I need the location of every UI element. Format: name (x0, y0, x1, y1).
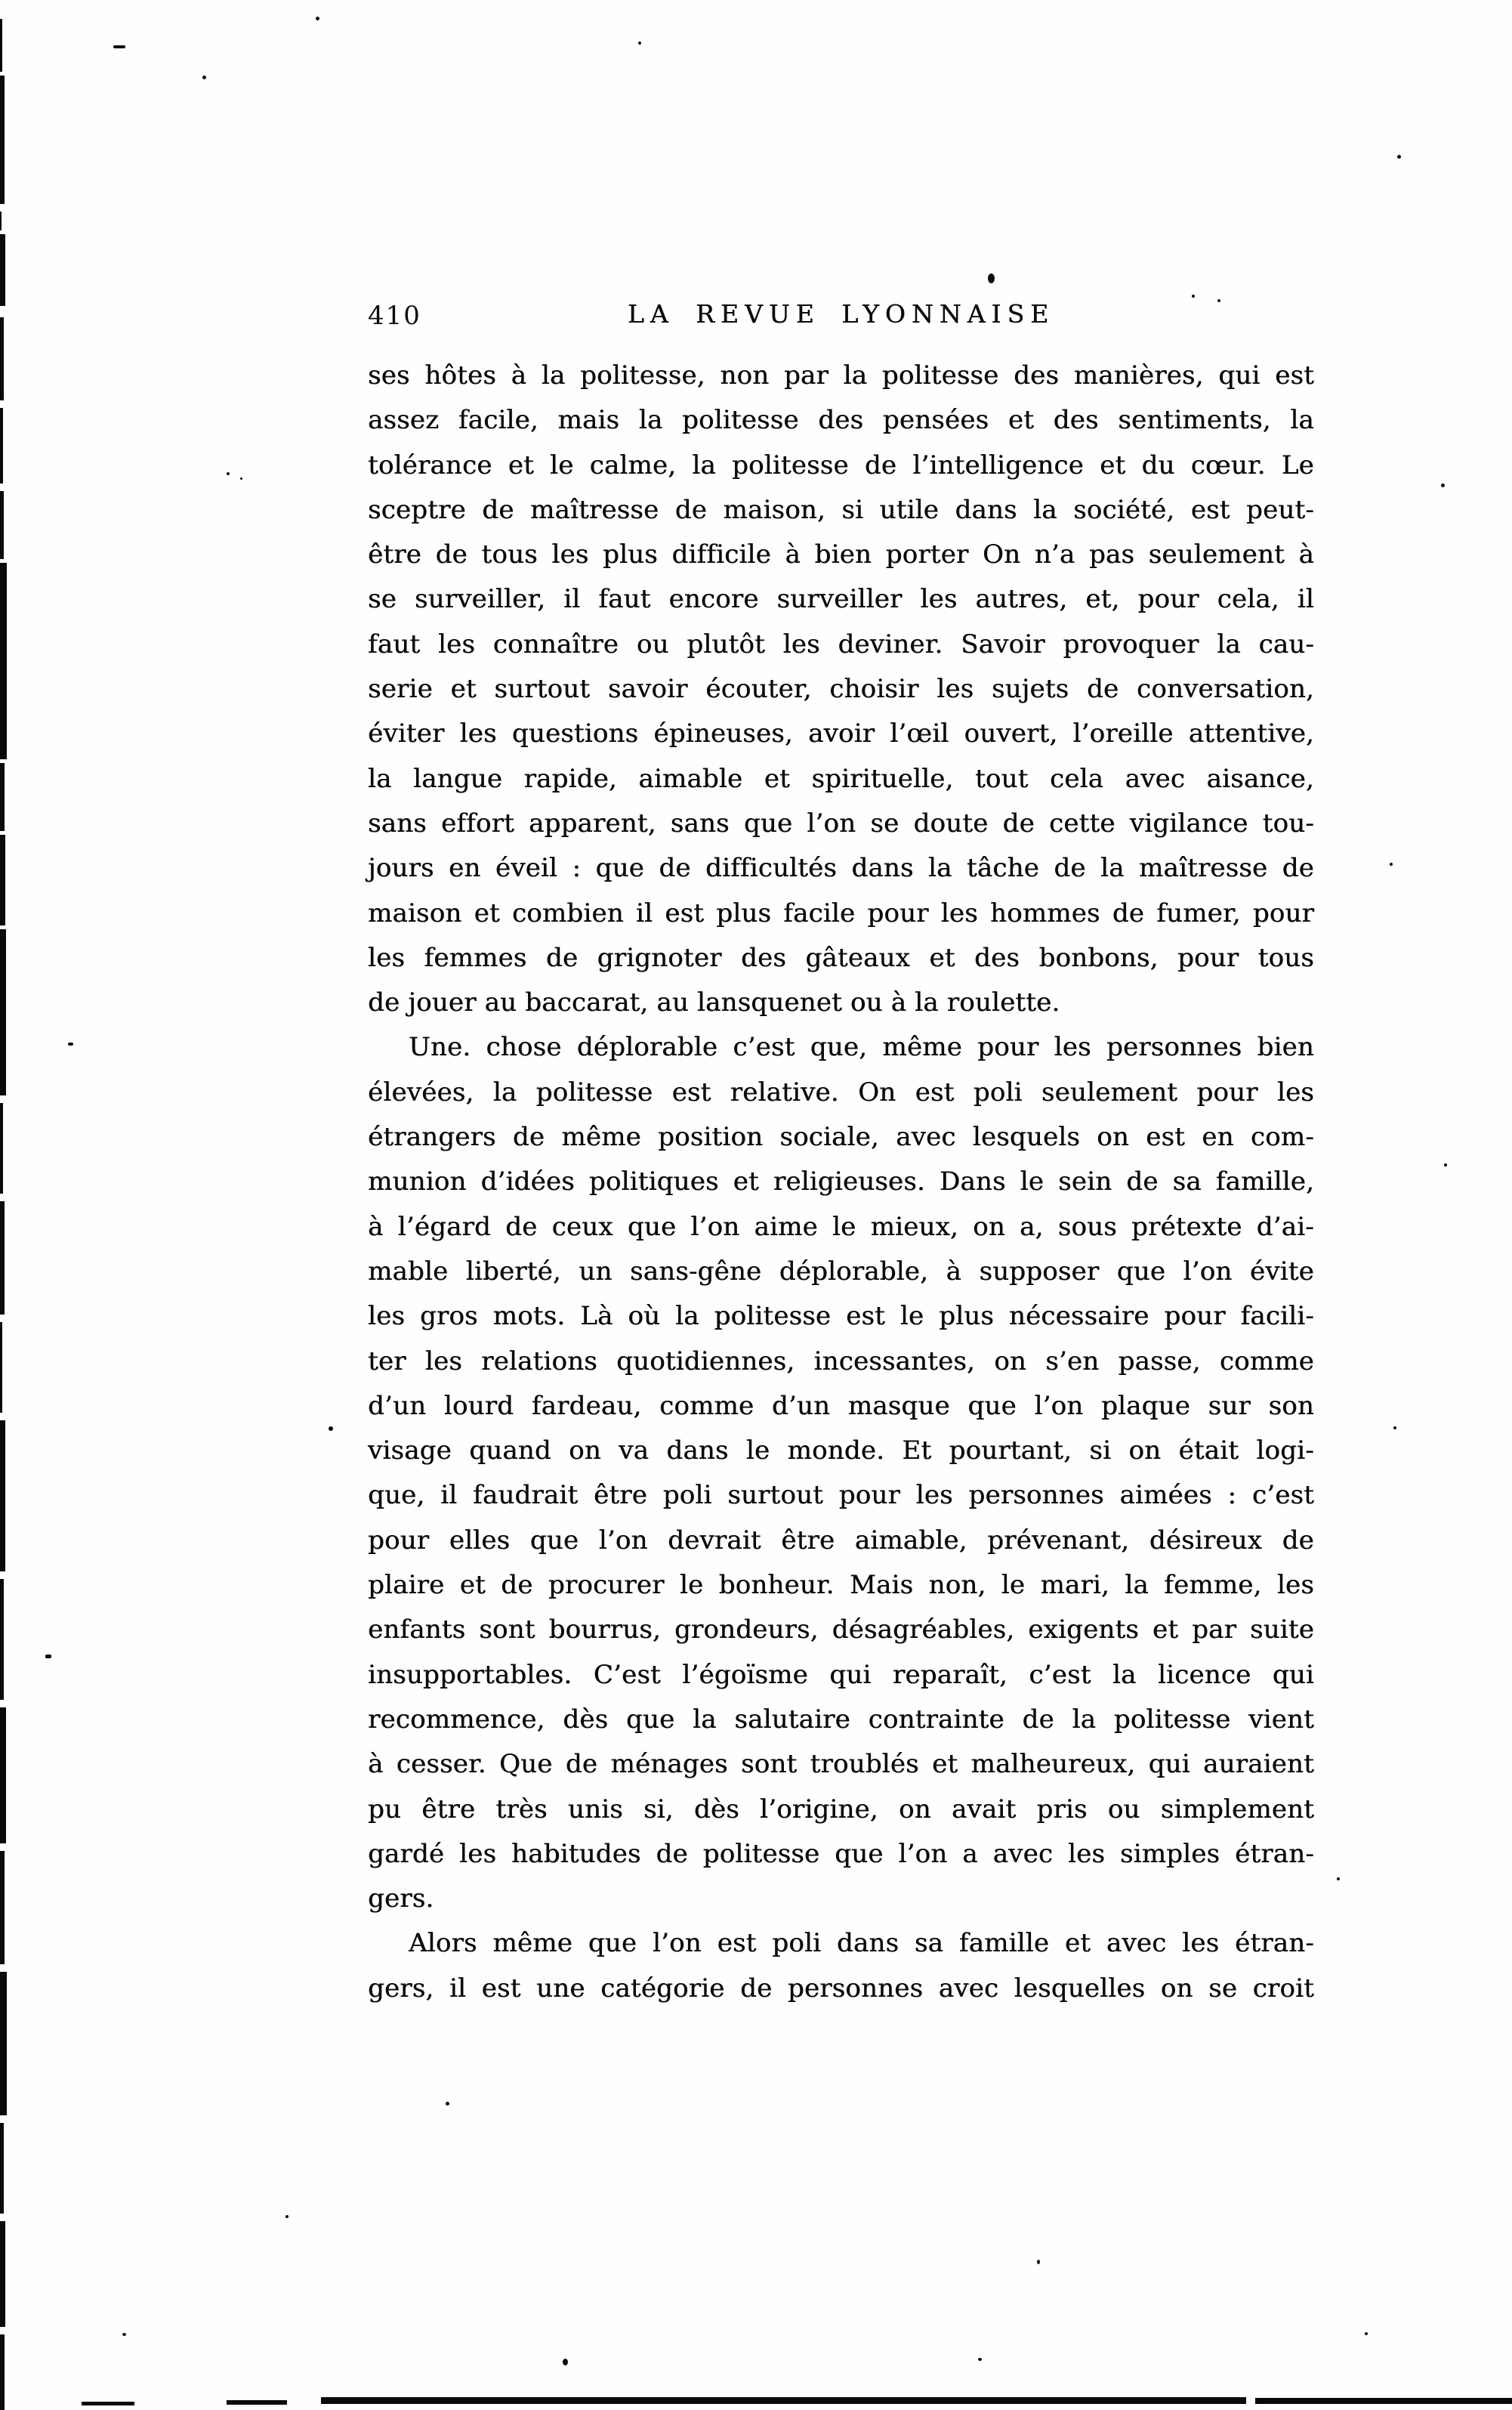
scan-edge-segment (0, 1103, 3, 1194)
text-line: étrangers de même position sociale, avec lesquels on est en com- (368, 1122, 1314, 1153)
text-line: être de tous les plus difficile à bien porter On n’a pas seulement à (368, 539, 1314, 570)
text-line: maison et combien il est plus facile pour les hommes de fumer, pour (368, 898, 1314, 928)
ink-speck (563, 2359, 568, 2365)
scan-edge-segment (0, 408, 3, 484)
scan-edge-segment (0, 1851, 5, 1964)
scan-edge-segment (0, 212, 2, 230)
scan-edge-segment (0, 1707, 6, 1843)
text-line: à cesser. Que de ménages sont troublés et malheureux, qui auraient (368, 1749, 1314, 1780)
scan-edge-segment (1255, 2398, 1512, 2404)
text-line: pu être très unis si, dès l’origine, on avait pris ou simplement (368, 1794, 1314, 1824)
text-line: élevées, la politesse est relative. On est poli seulement pour les (368, 1077, 1314, 1108)
text-line: faut les connaître ou plutôt les deviner. Savoir provoquer la cau- (368, 629, 1314, 660)
text-line: serie et surtout savoir écouter, choisir les sujets de conversation, (368, 674, 1314, 705)
ink-speck (638, 42, 641, 45)
text-line: pour elles que l’on devrait être aimable, prévenant, désireux de (368, 1525, 1314, 1556)
scan-edge-segment (0, 1579, 4, 1700)
scan-edge-segment (0, 1322, 2, 1413)
ink-speck (1037, 2260, 1040, 2264)
text-line: se surveiller, il faut encore surveiller les autres, et, pour cela, il (368, 584, 1314, 615)
text-line: la langue rapide, aimable et spirituelle, tout cela avec aisance, (368, 763, 1314, 794)
ink-speck (329, 1426, 333, 1431)
text-line: les femmes de grignoter des gâteaux et des bonbons, pour tous (368, 942, 1314, 973)
scan-edge-segment (0, 491, 4, 559)
scan-edge-segment (0, 563, 7, 759)
scan-edge-segment (0, 2334, 5, 2410)
scan-edge-segment (321, 2397, 1246, 2404)
ink-speck (240, 477, 242, 480)
text-line: enfants sont bourrus, grondeurs, désagréables, exigents et par suite (368, 1614, 1314, 1645)
ink-speck (122, 2333, 126, 2336)
ink-speck (45, 1655, 51, 1658)
ink-speck (113, 45, 125, 48)
ink-speck (1337, 1877, 1340, 1880)
ink-speck (1444, 1163, 1447, 1166)
journal-title: LA REVUE LYONNAISE (627, 299, 1055, 329)
scan-edge-segment (0, 929, 6, 1095)
ink-speck (1390, 863, 1393, 866)
text-line: d’un lourd fardeau, comme d’un masque que l’on plaque sur son (368, 1390, 1314, 1421)
scan-edge-segment (0, 1420, 5, 1571)
text-line: ses hôtes à la politesse, non par la politesse des manières, qui est (368, 360, 1314, 391)
text-line: ter les relations quotidiennes, incessantes, on s’en passe, comme (368, 1346, 1314, 1376)
text-line: sans effort apparent, sans que l’on se doute de cette vigilance tou- (368, 808, 1314, 839)
ink-speck (978, 2358, 982, 2361)
text-line: plaire et de procurer le bonheur. Mais non, le mari, la femme, les (368, 1570, 1314, 1601)
text-line: mable liberté, un sans-gêne déplorable, à supposer que l’on évite (368, 1256, 1314, 1287)
scan-edge-segment (0, 76, 5, 204)
text-line: visage quand on va dans le monde. Et pourtant, si on était logi- (368, 1435, 1314, 1466)
ink-speck (1192, 295, 1195, 298)
ink-speck (988, 273, 995, 283)
text-line: de jouer au baccarat, au lansquenet ou à la roulette. (368, 987, 1060, 1018)
page-number: 410 (368, 301, 421, 331)
text-line: sceptre de maîtresse de maison, si utile dans la société, est peut- (368, 494, 1314, 525)
ink-speck (202, 76, 206, 79)
text-line: tolérance et le calme, la politesse de l’intelligence et du cœur. Le (368, 450, 1314, 480)
text-line: jours en éveil : que de difficultés dans la tâche de la maîtresse de (368, 853, 1314, 884)
scan-edge-segment (0, 19, 2, 72)
text-line: gers, il est une catégorie de personnes avec lesquelles on se croit (368, 1973, 1314, 2004)
ink-speck (1397, 155, 1401, 159)
text-line: que, il faudrait être poli surtout pour les personnes aimées : c’est (368, 1480, 1314, 1511)
scan-edge-segment (0, 317, 4, 400)
text-line: insupportables. C’est l’égoïsme qui reparaît, c’est la licence qui (368, 1659, 1314, 1690)
scan-edge-segment (0, 835, 5, 925)
ink-speck (316, 17, 319, 20)
text-line: éviter les questions épineuses, avoir l’œil ouvert, l’oreille attentive, (368, 718, 1314, 749)
scan-edge-segment (0, 1201, 5, 1315)
text-line: assez facile, mais la politesse des pensées et des sentiments, la (368, 405, 1314, 436)
scan-edge-segment (0, 2123, 4, 2214)
ink-speck (1217, 299, 1220, 302)
text-line: gardé les habitudes de politesse que l’on a avec les simples étran- (368, 1838, 1314, 1869)
ink-speck (285, 2215, 289, 2218)
text-line: Une. chose déplorable c’est que, même pour les personnes bien (409, 1032, 1314, 1063)
scan-edge-segment (0, 1972, 7, 2115)
text-line: les gros mots. Là où la politesse est le plus nécessaire pour facili- (368, 1301, 1314, 1332)
text-line: munion d’idées politiques et religieuses. Dans le sein de sa famille, (368, 1166, 1314, 1197)
ink-speck (446, 2102, 449, 2106)
ink-speck (227, 472, 230, 475)
page-header (368, 299, 1314, 337)
text-line: Alors même que l’on est poli dans sa famille et avec les étran- (409, 1928, 1314, 1959)
scan-edge-segment (0, 2221, 5, 2327)
text-line: gers. (368, 1883, 434, 1914)
scan-edge-segment (227, 2400, 287, 2405)
ink-speck (1393, 1426, 1396, 1429)
ink-speck (1441, 484, 1445, 487)
ink-speck (68, 1043, 73, 1046)
text-line: à l’égard de ceux que l’on aime le mieux, on a, sous prétexte d’ai- (368, 1211, 1314, 1242)
ink-speck (1365, 2332, 1368, 2335)
scan-edge-segment (82, 2402, 134, 2405)
scan-edge-segment (0, 763, 5, 831)
text-line: recommence, dès que la salutaire contrainte de la politesse vient (368, 1704, 1314, 1735)
scan-edge-segment (0, 234, 5, 306)
page-text (368, 354, 1314, 2011)
